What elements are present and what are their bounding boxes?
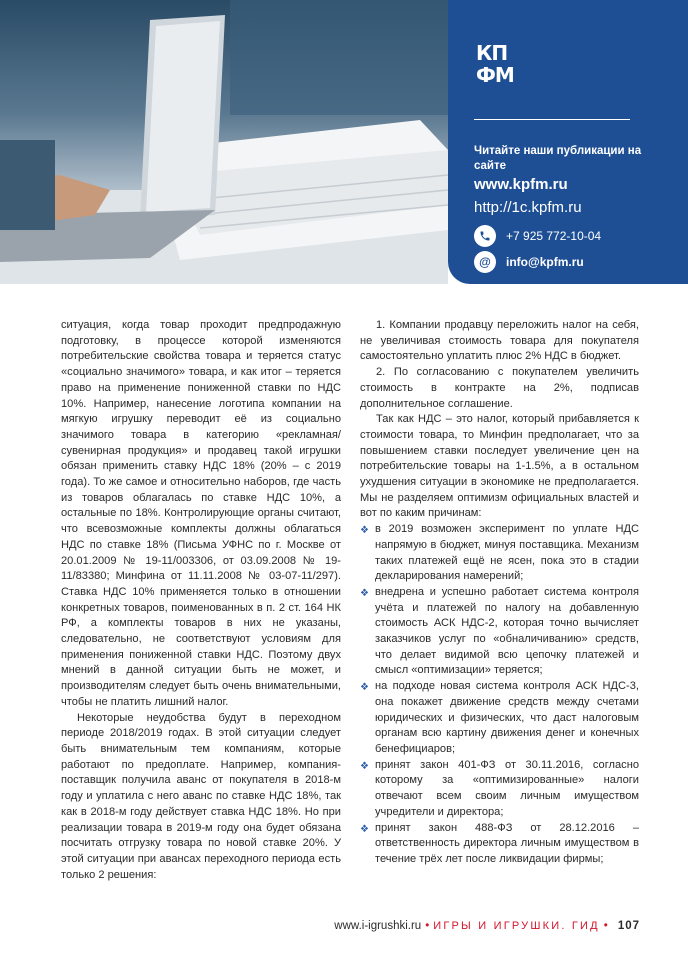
diamond-bullet-icon: ❖ (360, 823, 369, 835)
magazine-title: ИГРЫ И ИГРУШКИ. ГИД (433, 920, 600, 932)
kpfm-logo (476, 42, 516, 90)
email-address: info@kpfm.ru (506, 255, 584, 269)
logo-line-1: КП (476, 41, 508, 65)
promo-lead-text: Читайте наши публикации на сайте (474, 145, 642, 172)
page-footer (334, 920, 640, 932)
diamond-bullet-icon: ❖ (360, 682, 369, 694)
list-item: ❖ в 2019 возможен эксперимент по уплате НДС напрямую в бюджет, минуя поставщика. Механизм таких платежей ещё не ясен, пока это в стадии декларирования намерений; (360, 523, 639, 583)
list-item: ❖ внедрена и успешно работает система контроля учёта и платежей по налогу на добавленную стоимость АСК НДС-2, которая точно вычисляет заказчиков услуг по «обналичиванию» средств, что делает видимой всю цепочку платежей и смысл «оптимизации» теряется; (360, 585, 639, 677)
list-item: ❖ принят закон 488-ФЗ от 28.12.2016 – ответственность директора личным имуществом в течение трёх лет после ликвидации фирмы; (360, 821, 639, 865)
divider (474, 119, 630, 120)
logo-line-2: ФМ (476, 63, 514, 87)
at-icon: @ (474, 251, 496, 273)
phone-row[interactable] (474, 224, 601, 248)
page-number: 107 (617, 920, 640, 932)
left-column (61, 318, 341, 883)
laptop-documents-illustration (0, 0, 448, 284)
header-photo (0, 0, 448, 284)
left-paragraph-2: Некоторые неудобства будут в переходном периоде 2018/2019 годах. В этой ситуации следует быть внимательным тем компаниям, которые работают по предоплате. Например, компания-поставщик получила аванс от покупателя в 2018-м году и уплатила с него аванс по ставке НДС 18%, так как в 2018-м году действует ставка НДС 18%. Но при реализации товара в 2019-м году она будет обязана посчитать отгрузку товара по новой ставке 20%. У этой ситуации при авансах переходного периода есть только 2 решения: (61, 711, 341, 881)
reasons-list (360, 522, 639, 867)
list-item: ❖ принят закон 401-ФЗ от 30.11.2016, согласно которому за «оптимизированные» налоги отвечают всем своим личным имуществом учредители и директора; (360, 758, 639, 818)
email-row[interactable] (474, 250, 584, 274)
footer-dot: • (425, 920, 430, 932)
right-paragraph-3: Так как НДС – это налог, который прибавляется к стоимости товара, то Минфин предполагает, что за повышением ставки последует увеличение цен на потребительские товары на 1-1.5%, а в остальном ухудшения ситуации в экономике не предполагается. Мы не разделяем оптимизм официальных властей и вот по каким причинам: (360, 413, 639, 520)
site-link-alt[interactable]: http://1c.kpfm.ru (474, 199, 582, 216)
footer-dot: • (603, 920, 608, 932)
phone-icon (474, 225, 496, 247)
phone-number: +7 925 772-10-04 (506, 229, 602, 243)
left-paragraph-1: ситуация, когда товар проходит предпродажную подготовку, в процессе которой изменяются потребительские свойства товара и теряется статус «социально значимого» товара, и как итог – теряется право на применение пониженной ставки по НДС 10%. Например, нанесение логотипа компании на мягкую игрушку переводит её из социально значимого товара в категорию «рекламная/сувенирная продукция» и продавец такой игрушки обязан применить ставку НДС 18% (20% – с 2019 года). То же самое и относительно наборов, где часть из товаров облагалась по ставке НДС 10%, а остальные по 18%. Контролирующие органы считают, что всевозможные комплекты должны облагаться НДС по ставке 18% (Письма УФНС по г. Москве от 20.01.2009 № 19-11/003306, от 03.09.2008 № 19-11/83380; Минфина от 11.11.2008 № 03-07-11/297). Ставка НДС 10% применяется только в отношении конкретных товаров, поименованных в п. 2 ст. 164 НК РФ, а комплекты товаров в них не указаны, следовательно, не соответствуют условиям для применения пониженной ставки НДС. Поэтому двух мнений в данной ситуации быть не может, и производителям следует быть очень внимательными, чтобы не платить лишний налог. (61, 319, 341, 708)
promo-panel (448, 0, 688, 284)
diamond-bullet-icon: ❖ (360, 760, 369, 772)
footer-url[interactable]: www.i-igrushki.ru (334, 920, 422, 932)
list-item: ❖ на подходе новая система контроля АСК НДС-3, она покажет движение средств между счетами юридических и физических, что даст налоговым органам всю картину движения денег и конечных бенефициаров; (360, 680, 639, 755)
site-link-main[interactable]: www.kpfm.ru (474, 176, 568, 193)
diamond-bullet-icon: ❖ (360, 525, 369, 537)
right-paragraph-1: 1. Компании продавцу переложить налог на себя, не увеличивая стоимость товара для покупателя самостоятельно уплатить плюс 2% НДС в бюджет. (360, 319, 639, 363)
diamond-bullet-icon: ❖ (360, 587, 369, 599)
right-column (360, 318, 639, 868)
right-paragraph-2: 2. По согласованию с покупателем увеличить стоимость в контракте на 2%, подписав дополнительное соглашение. (360, 366, 639, 410)
